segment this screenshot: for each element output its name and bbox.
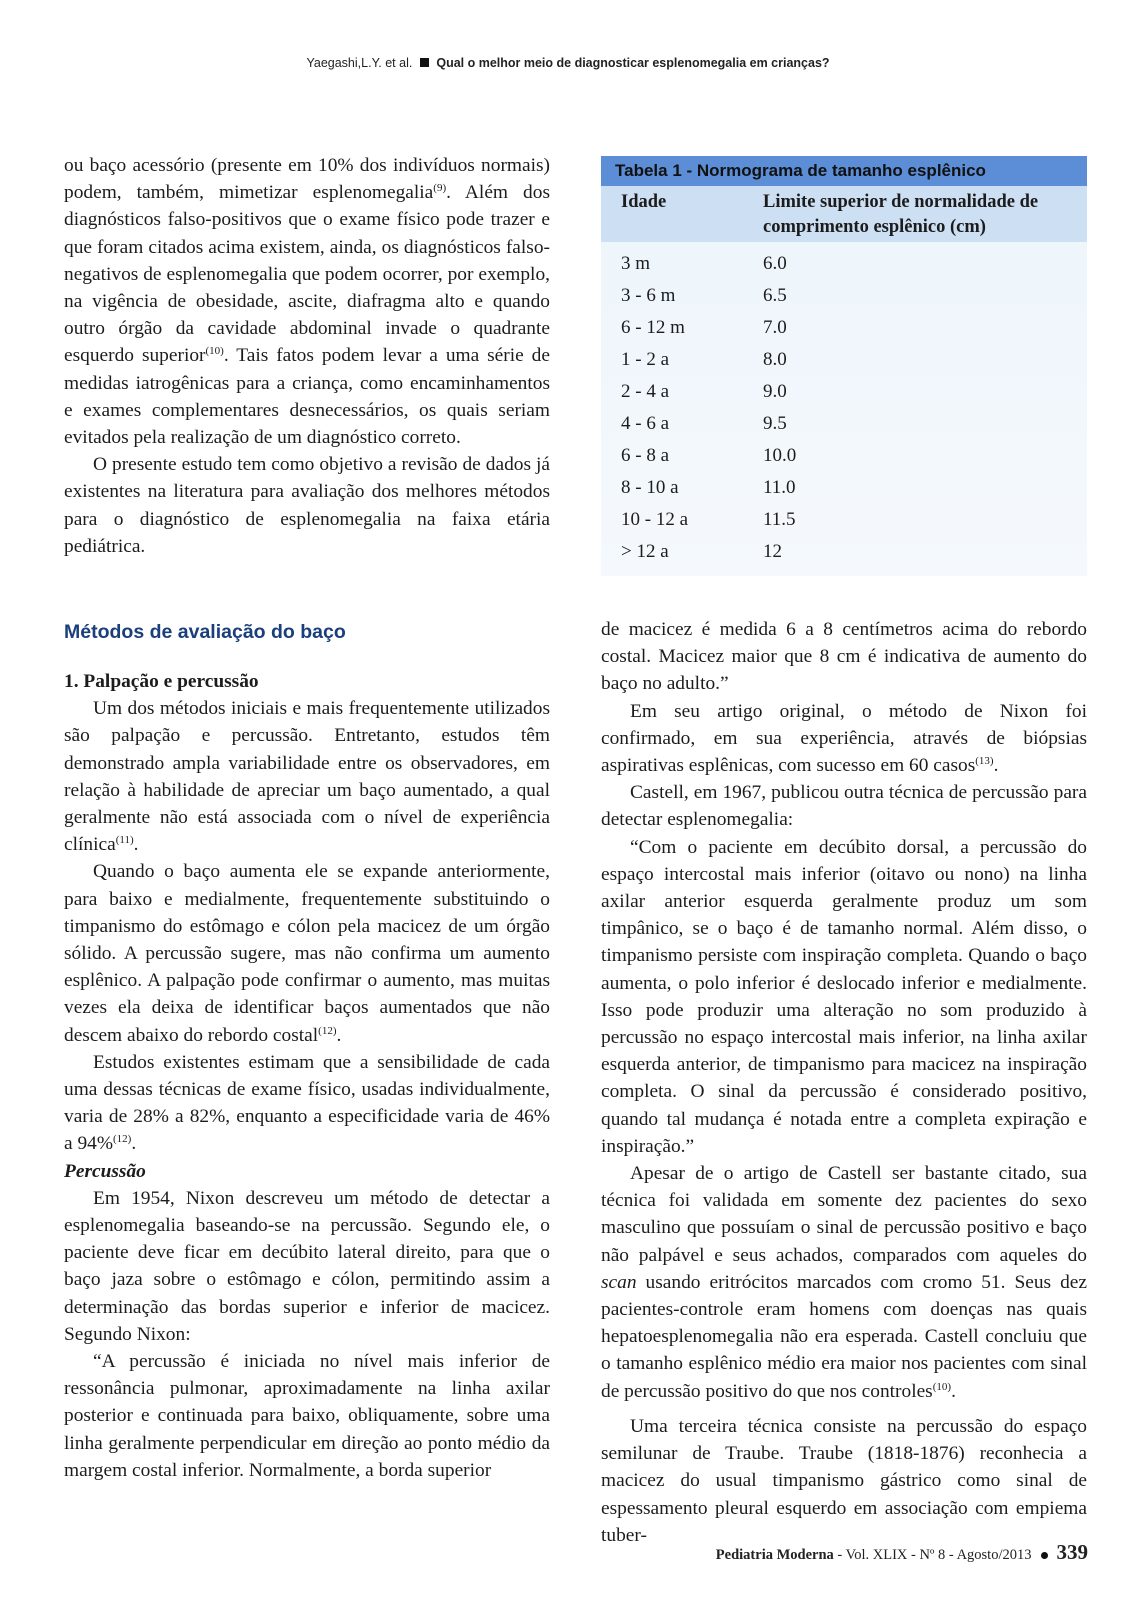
citation: (9) bbox=[433, 182, 447, 195]
paragraph: Castell, em 1967, publicou outra técnica de percussão para detectar esplenomegalia: bbox=[601, 782, 1087, 831]
table-header bbox=[601, 186, 1087, 242]
age-cell: 3 m bbox=[621, 253, 651, 274]
age-cell: 1 - 2 a bbox=[621, 349, 670, 370]
spleen-size-table bbox=[601, 156, 1087, 576]
bullet-icon bbox=[1041, 1552, 1048, 1559]
section-heading: Métodos de avaliação do baço bbox=[64, 621, 346, 643]
table-row bbox=[601, 504, 1087, 536]
paragraph: Uma terceira técnica consiste na percussão do espaço semilunar de Traube. Traube (1818-1876) reconhecia a macicez do usual timpanismo gástrico como sinal de espessamento pleural esquerdo em associação com empiema tuber- bbox=[601, 1415, 1087, 1546]
paragraph: Em 1954, Nixon descreveu um método de detectar a esplenomegalia baseando-se na percussão. Segundo ele, o paciente deve ficar em decúbito lateral direito, para que o baço jaza sobre o estômago e cólon, permitindo assim a determinação das bordas superior e inferior de macicez. Segundo Nixon: bbox=[64, 1187, 550, 1345]
quote-paragraph: “Com o paciente em decúbito dorsal, a percussão do espaço intercostal mais inferior (oitavo ou nono) na linha axilar anterior esquerda geralmente produz um som timpânico, se o baço é de tamanho normal. Além disso, o timpanismo persiste com inspiração completa. Quando o baço aumenta, o polo inferior é deslocado inferior e medialmente. Isso pode produzir uma alteração no som produzido à percussão no espaço intercostal mais inferior, na linha axilar esquerda anterior, de timpanismo para macicez na inspiração completa. O sinal da percussão é considerado positivo, quando tal mudança é notada entre a completa expiração e inspiração.” bbox=[601, 836, 1087, 1157]
column-header-limit: Limite superior de normalidade de comprimento esplênico (cm) bbox=[763, 192, 1039, 237]
limit-cell: 9.5 bbox=[763, 413, 787, 434]
table-row bbox=[601, 312, 1087, 344]
age-cell: 2 - 4 a bbox=[621, 381, 670, 402]
paragraph: O presente estudo tem como objetivo a revisão de dados já existentes na literatura para avaliação dos melhores métodos para o diagnóstico de esplenomegalia na faixa etária pediátrica. bbox=[64, 454, 550, 557]
age-cell: 10 - 12 a bbox=[621, 509, 689, 530]
age-cell: 3 - 6 m bbox=[621, 285, 676, 306]
age-cell: 4 - 6 a bbox=[621, 413, 670, 434]
paragraph: Estudos existentes estimam que a sensibilidade de cada uma dessas técnicas de exame físico, usadas individualmente, varia de 28% a 82%, enquanto a especificidade varia de 46% a 94%$^{(12)}$. bbox=[64, 1051, 550, 1155]
limit-cell: 6.5 bbox=[763, 285, 787, 306]
left-column-bottom bbox=[64, 620, 550, 1484]
table-body bbox=[601, 242, 1087, 576]
age-cell: > 12 a bbox=[621, 541, 669, 562]
limit-cell: 9.0 bbox=[763, 381, 787, 402]
subheading: 1. Palpação e percussão bbox=[64, 671, 259, 692]
citation: (12) bbox=[318, 1024, 337, 1037]
citation: (12) bbox=[113, 1133, 132, 1146]
citation: (11) bbox=[115, 834, 134, 847]
citation: (10) bbox=[932, 1380, 952, 1393]
table-caption: Tabela 1 - Normograma de tamanho esplênico bbox=[601, 156, 1087, 186]
square-bullet-icon bbox=[420, 58, 429, 67]
issue-info: - Vol. XLIX - Nº 8 - Agosto/2013 bbox=[837, 1547, 1032, 1563]
header-title: Qual o melhor meio de diagnosticar esplenomegalia em crianças? bbox=[436, 56, 830, 70]
left-column-top bbox=[64, 152, 550, 560]
table-row bbox=[601, 472, 1087, 504]
age-cell: 6 - 12 m bbox=[621, 317, 685, 338]
citation: (13) bbox=[975, 755, 994, 768]
limit-cell: 7.0 bbox=[763, 317, 787, 338]
age-cell: 8 - 10 a bbox=[621, 477, 679, 498]
table-row bbox=[601, 344, 1087, 376]
limit-cell: 8.0 bbox=[763, 349, 787, 370]
paragraph: Um dos métodos iniciais e mais frequentemente utilizados são palpação e percussão. Entretanto, estudos têm demonstrado ampla variabilidade entre os observadores, em relação à habilidade de apreciar um baço aumentado, a qual geralmente não está associada com o nível de experiência clínica$^{(11)}$. bbox=[64, 698, 550, 856]
page-number: 339 bbox=[1056, 1540, 1088, 1564]
limit-cell: 6.0 bbox=[763, 253, 787, 274]
quote-paragraph: de macicez é medida 6 a 8 centímetros acima do rebordo costal. Macicez maior que 8 cm é indicativa de aumento do baço no adulto.” bbox=[601, 619, 1087, 695]
page-footer bbox=[716, 1540, 1088, 1565]
italic-subheading: Percussão bbox=[64, 1160, 146, 1182]
quote-paragraph: “A percussão é iniciada no nível mais inferior de ressonância pulmonar, aproximadamente na linha axilar posterior e continuada para baixo, obliquamente, sobre uma linha geralmente perpendicular em direção ao ponto médio da margem costal inferior. Normalmente, a borda superior bbox=[64, 1351, 550, 1481]
table-row bbox=[601, 536, 1087, 568]
paragraph: Em seu artigo original, o método de Nixon foi confirmado, em sua experiência, através de biópsias aspirativas esplênicas, com sucesso em 60 casos$^{(13)}$. bbox=[601, 700, 1087, 777]
table-row bbox=[601, 376, 1087, 408]
limit-cell: 10.0 bbox=[763, 445, 797, 466]
journal-name: Pediatria Moderna bbox=[715, 1547, 834, 1563]
age-cell: 6 - 8 a bbox=[621, 445, 670, 466]
paragraph: Apesar de o artigo de Castell ser bastante citado, sua técnica foi validada em somente dez pacientes do sexo masculino que possuíam o sinal de percussão positivo e baço não palpável e seus achados, comparados com aqueles do scan usando eritrócitos marcados com cromo 51. Seus dez pacientes-controle eram homens com doenças nas quais hepatoesplenomegalia não era esperada. Castell concluiu que o tamanho esplênico médio era maior nos pacientes com sinal de percussão positivo do que nos controles$^{(10)}$. bbox=[601, 1163, 1087, 1402]
paragraph: ou baço acessório (presente em 10% dos indivíduos normais) podem, também, mimetizar esplenomegalia$^{(9)}$. Além dos diagnósticos falso-positivos que o exame físico pode trazer e que foram citados acima existem, ainda, os diagnósticos falso-negativos de esplenomegalia que podem ocorrer, por exemplo, na vigência de obesidade, ascite, diafragma alto e quando outro órgão da cavidade abdominal invade o quadrante esquerdo superior$^{(10)}$. Tais fatos podem levar a uma série de medidas iatrogênicas para a criança, como encaminhamentos e exames complementares desnecessários, os quais seriam evitados pela realização de um diagnóstico correto. bbox=[64, 155, 550, 449]
right-column-bottom bbox=[601, 616, 1087, 1549]
header-authors: Yaegashi,L.Y. et al. bbox=[306, 56, 413, 70]
limit-cell: 12 bbox=[763, 541, 782, 562]
table-row bbox=[601, 280, 1087, 312]
column-header-age: Idade bbox=[621, 192, 667, 212]
table-row bbox=[601, 408, 1087, 440]
table-row bbox=[601, 248, 1087, 280]
limit-cell: 11.0 bbox=[763, 477, 796, 498]
limit-cell: 11.5 bbox=[763, 509, 796, 530]
running-header bbox=[0, 56, 1136, 70]
table-row bbox=[601, 440, 1087, 472]
citation: (10) bbox=[205, 345, 224, 358]
paragraph: Quando o baço aumenta ele se expande anteriormente, para baixo e medialmente, frequentemente substituindo o timpanismo do estômago e cólon pela macicez de um órgão sólido. A percussão sugere, mas não confirma um aumento esplênico. A palpação pode confirmar o aumento, mas muitas vezes ela deixa de identificar baços aumentados que não descem abaixo do rebordo costal$^{(12)}$. bbox=[64, 861, 550, 1046]
